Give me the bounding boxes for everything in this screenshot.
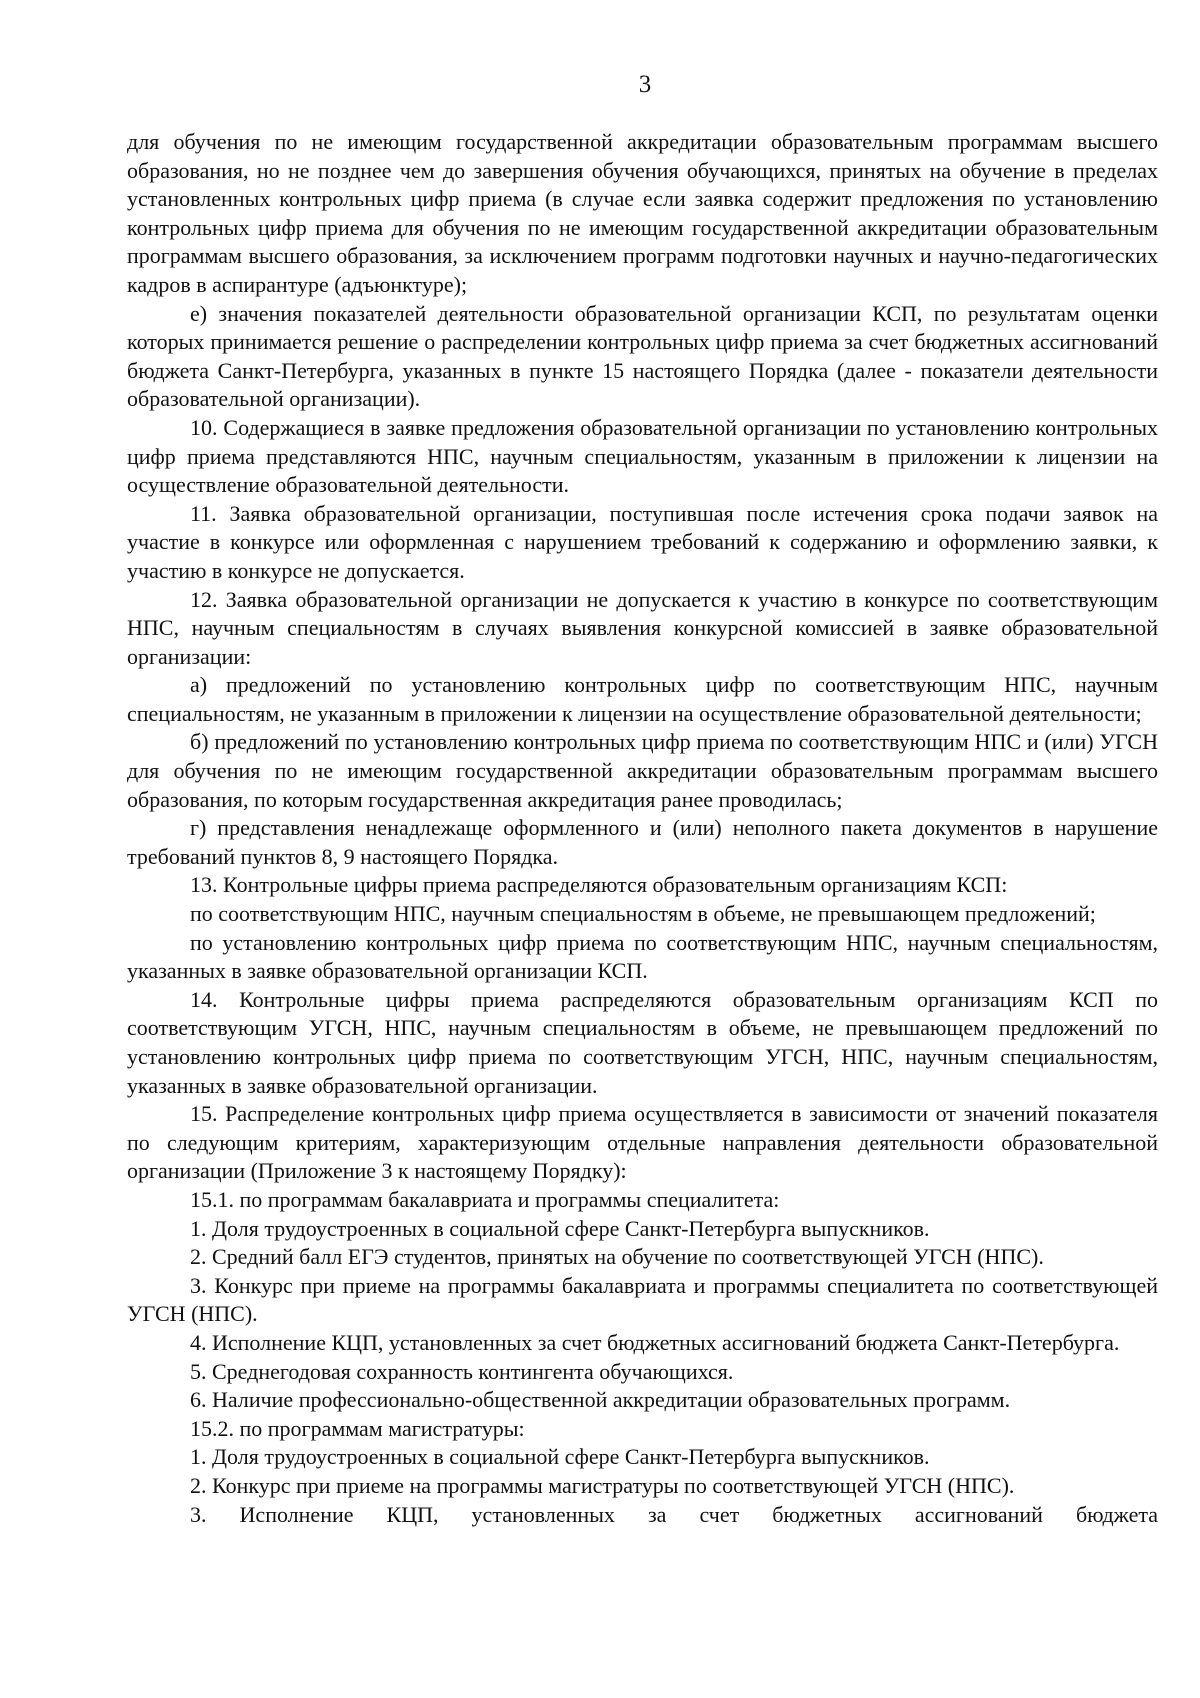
paragraph: по установлению контрольных цифр приема по соответствующим НПС, научным специальностям, указанных в заявке образовательной организации КСП. (127, 929, 1158, 984)
page-number: 3 (638, 71, 652, 98)
paragraph: 1. Доля трудоустроенных в социальной сфере Санкт-Петербурга выпускников. (190, 1444, 930, 1470)
paragraph: а) предложений по установлению контрольных цифр по соответствующим НПС, научным специальностям, не указанным в приложении к лицензии на осуществление образовательной деятельности; (127, 672, 1158, 726)
paragraph: 3. Исполнение КЦП, установленных за счет бюджетных ассигнований бюджета (190, 1501, 1158, 1527)
paragraph: для обучения по не имеющим государственной аккредитации образовательным программам высшего образования, но не позднее чем до завершения обучения обучающихся, принятых на обучение в пределах установленных контрольных цифр приема (в случае если заявка содержит предложения по установлению контрольных цифр приема для обучения по не имеющим государственной аккредитации образовательным программам высшего образования, за исключением программ подготовки научных и научно-педагогических кадров в аспирантуре (адъюнктуре); (127, 129, 1158, 297)
paragraph: 3. Конкурс при приеме на программы бакалавриата и программы специалитета по соответствующей УГСН (НПС). (127, 1272, 1158, 1327)
paragraph: 2. Конкурс при приеме на программы магистратуры по соответствующей УГСН (НПС). (190, 1472, 1015, 1498)
paragraph: 10. Содержащиеся в заявке предложения образовательной организации по установлению контрольных цифр приема представляются НПС, научным специальностям, указанным в приложении к лицензии на осуществление образовательной деятельности. (127, 414, 1158, 498)
paragraph: 1. Доля трудоустроенных в социальной сфере Санкт-Петербурга выпускников. (190, 1215, 930, 1241)
paragraph: 14. Контрольные цифры приема распределяются образовательным организациям КСП по соответствующим УГСН, НПС, научным специальностям в объеме, не превышающем предложений по установлению контрольных цифр приема по соответствующим УГСН, НПС, научным специальностям, указанных в заявке образовательной организации. (127, 986, 1158, 1098)
paragraph: 5. Среднегодовая сохранность контингента обучающихся. (190, 1358, 734, 1384)
paragraph: 15.1. по программам бакалавриата и программы специалитета: (190, 1186, 780, 1212)
paragraph: 11. Заявка образовательной организации, поступившая после истечения срока подачи заявок на участие в конкурсе или оформленная с нарушением требований к содержанию и оформлению заявки, к участию в конкурсе не допускается. (127, 500, 1158, 583)
paragraph: 15. Распределение контрольных цифр приема осуществляется в зависимости от значений показателя по следующим критериям, характеризующим отдельные направления деятельности образовательной организации (Приложение 3 к настоящему Порядку): (127, 1101, 1158, 1184)
paragraph: 13. Контрольные цифры приема распределяются образовательным организациям КСП: (190, 872, 1008, 898)
paragraph: 12. Заявка образовательной организации не допускается к участию в конкурсе по соответствующим НПС, научным специальностям в случаях выявления конкурсной комиссией в заявке образовательной организации: (127, 586, 1158, 669)
paragraph: 2. Средний балл ЕГЭ студентов, принятых на обучение по соответствующей УГСН (НПС). (190, 1244, 1044, 1270)
paragraph: г) представления ненадлежаще оформленного и (или) неполного пакета документов в нарушение требований пунктов 8, 9 настоящего Порядка. (127, 815, 1158, 869)
document-body (127, 128, 1158, 1529)
paragraph: по соответствующим НПС, научным специальностям в объеме, не превышающем предложений; (190, 901, 1096, 927)
paragraph: е) значения показателей деятельности образовательной организации КСП, по результатам оценки которых принимается решение о распределении контрольных цифр приема за счет бюджетных ассигнований бюджета Санкт-Петербурга, указанных в пункте 15 настоящего Порядка (далее - показатели деятельности образовательной организации). (127, 300, 1158, 412)
paragraph: 4. Исполнение КЦП, установленных за счет бюджетных ассигнований бюджета Санкт-Петербурга. (190, 1329, 1120, 1355)
paragraph: 6. Наличие профессионально-общественной аккредитации образовательных программ. (190, 1387, 1011, 1413)
paragraph: б) предложений по установлению контрольных цифр приема по соответствующим НПС и (или) УГСН для обучения по не имеющим государственной аккредитации образовательным программам высшего образования, по которым государственная аккредитация ранее проводилась; (127, 729, 1158, 812)
paragraph: 15.2. по программам магистратуры: (190, 1415, 525, 1441)
